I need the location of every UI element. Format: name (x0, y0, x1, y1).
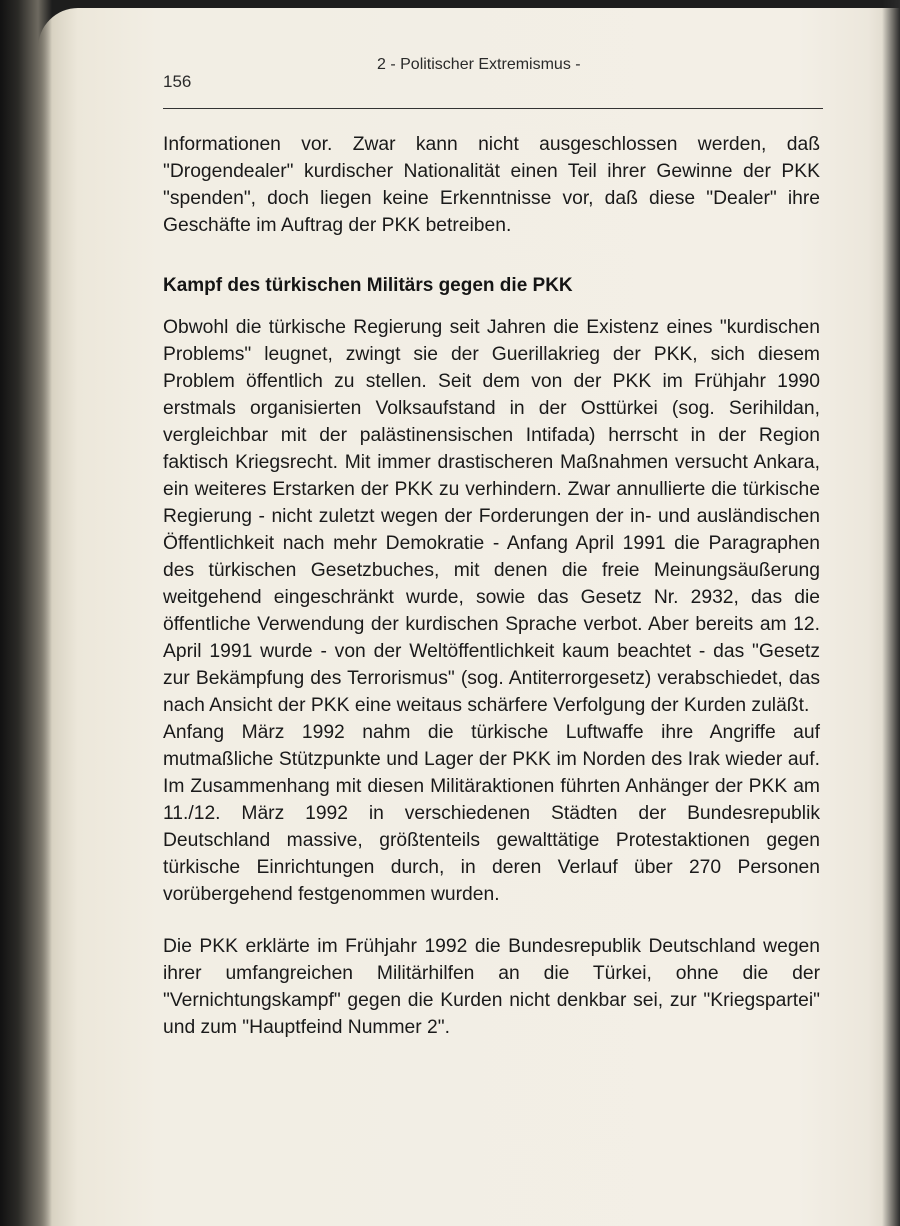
body-text (163, 131, 820, 1041)
running-head: 2 - Politischer Extremismus - (377, 56, 581, 73)
page-edge-shadow (882, 0, 900, 1226)
header-rule (163, 108, 823, 109)
page-header (163, 48, 823, 110)
section-heading: Kampf des türkischen Militärs gegen die PKK (163, 275, 573, 296)
paragraph: Obwohl die türkische Regierung seit Jahren die Existenz eines "kurdischen Problems" leugnet, zwingt sie der Guerillakrieg der PKK, sich diesem Problem öffentlich zu stellen. Seit dem von der PKK im Frühjahr 1990 erstmals organisierten Volksaufstand in der Osttürkei (sog. Serihildan, vergleichbar mit der palästinensischen Intifada) herrscht in der Region faktisch Kriegsrecht. Mit immer drastischeren Maßnahmen versucht Ankara, ein weiteres Erstarken der PKK zu verhindern. Zwar annullierte die türkische Regierung - nicht zuletzt wegen der Forderungen der in- und ausländischen Öffentlichkeit nach mehr Demokratie - Anfang April 1991 die Paragraphen des türkischen Gesetzbuches, mit denen die freie Meinungsäußerung weitgehend eingeschränkt wurde, sowie das Gesetz Nr. 2932, das die öffentliche Verwendung der kurdischen Sprache verbot. Aber bereits am 12. April 1991 wurde - von der Weltöffentlichkeit kaum beachtet - das "Gesetz zur Bekämpfung des Terrorismus" (sog. Antiterrorgesetz) verabschiedet, das nach Ansicht der PKK eine weitaus schärfere Verfolgung der Kurden zuläßt. (163, 317, 820, 716)
paragraph: Anfang März 1992 nahm die türkische Luftwaffe ihre Angriffe auf mutmaßliche Stützpunkte und Lager der PKK im Norden des Irak wieder auf. Im Zusammenhang mit diesen Militäraktionen führten Anhänger der PKK am 11./12. März 1992 in verschiedenen Städten der Bundesrepublik Deutschland massive, größtenteils gewalttätige Protestaktionen gegen türkische Einrichtungen durch, in deren Verlauf über 270 Personen vorübergehend festgenommen wurden. (163, 722, 820, 905)
paragraph: Informationen vor. Zwar kann nicht ausgeschlossen werden, daß "Drogendealer" kurdischer Nationalität einen Teil ihrer Gewinne der PKK "spenden", doch liegen keine Erkenntnisse vor, daß diese "Dealer" ihre Geschäfte im Auftrag der PKK betreiben. (163, 134, 820, 236)
book-spine-shadow (0, 0, 52, 1226)
paragraph: Die PKK erklärte im Frühjahr 1992 die Bundesrepublik Deutschland wegen ihrer umfangreichen Militärhilfen an die Türkei, ohne die der "Vernichtungskampf" gegen die Kurden nicht denkbar sei, zur "Kriegspartei" und zum "Hauptfeind Nummer 2". (163, 936, 820, 1038)
page-number: 156 (163, 72, 192, 91)
